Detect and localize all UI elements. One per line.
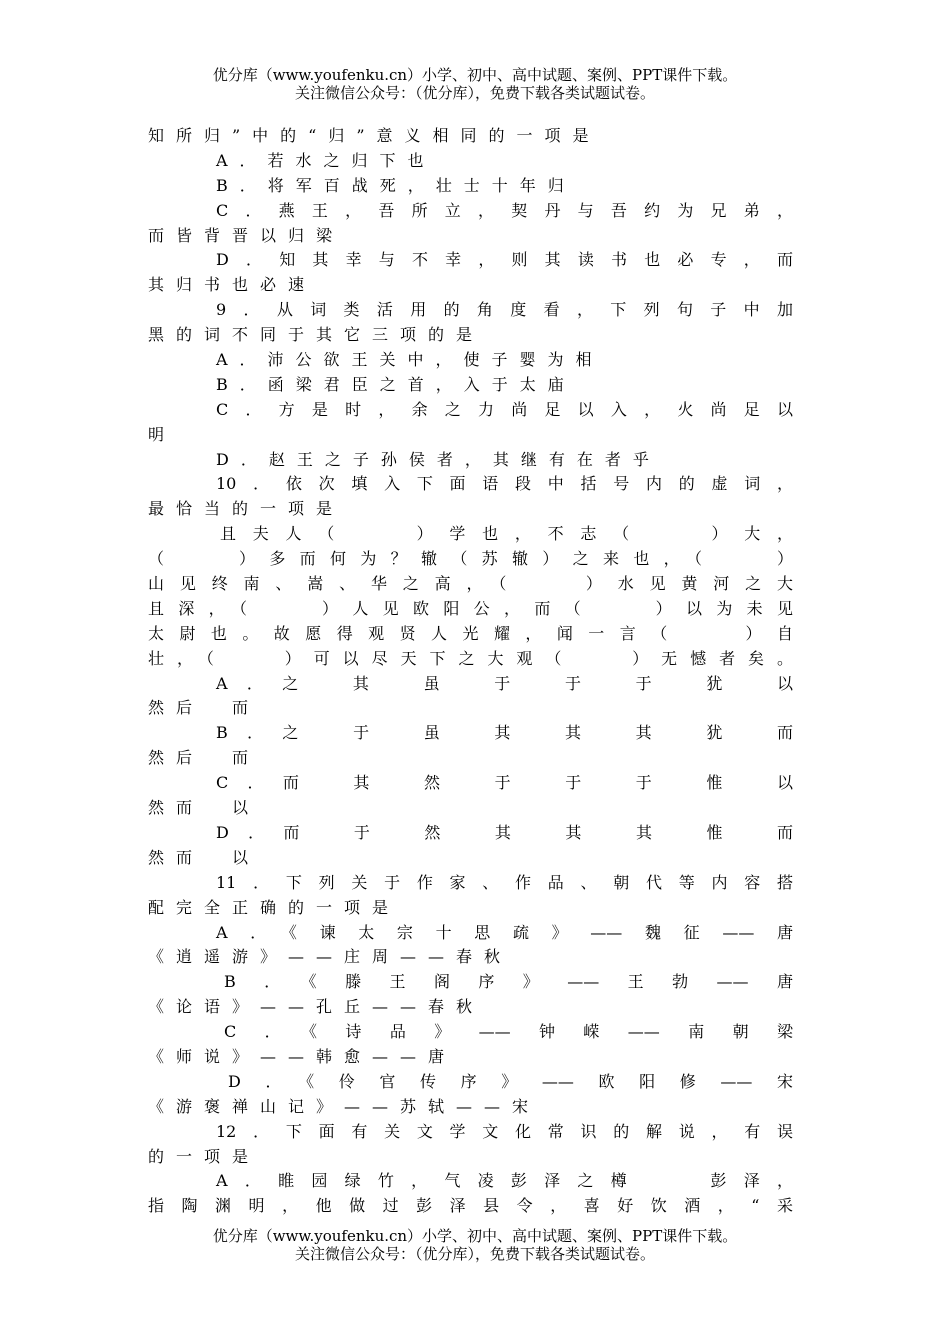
text-line: 最恰当的一项是	[148, 499, 345, 519]
passage-line: 且夫人（ ）学也，不志（ ）大，	[220, 524, 793, 544]
passage-line: 山见终南、嵩、华之高，（ ）水见黄河之大	[148, 574, 793, 594]
text-line: 然而 以	[148, 847, 261, 867]
page-header	[0, 66, 950, 102]
passage-line: 太尉也。故愿得观贤人光耀，闻一言（ ）自	[148, 623, 793, 643]
header-line-2: 关注微信公众号：（优分库），免费下载各类试题试卷。	[294, 84, 655, 102]
text-line: 《论语》——孔丘——春秋	[148, 997, 485, 1017]
text-line: 《逍遥游》——庄周——春秋	[148, 947, 513, 967]
option-line: B．函梁君臣之首，入于太庙	[216, 374, 576, 394]
text-line: 的一项是	[148, 1146, 261, 1166]
document-body	[148, 124, 793, 1219]
option-line: B．《滕王阁序》——王勃——唐	[224, 972, 793, 992]
text-line: 黑的词不同于其它三项的是	[148, 325, 485, 345]
option-line: A．沛公欲王关中，使子婴为相	[216, 350, 604, 370]
option-line: C．《诗品》——钟嵘——南朝梁	[224, 1022, 793, 1042]
text-line: 明	[148, 424, 177, 444]
option-line: A．《谏太宗十思疏》——魏征——唐	[216, 922, 793, 942]
text-line: 配完全正确的一项是	[148, 897, 401, 917]
option-line: C．而 其 然 于 于 于 惟 以	[216, 773, 793, 793]
text-line: 《游褒禅山记》——苏轼——宋	[148, 1096, 541, 1116]
text-line: 知所归”中的“归”意义相同的一项是	[148, 126, 601, 145]
text-line: 《师说》——韩愈——唐	[148, 1046, 457, 1066]
text-line: 而皆背晋以归梁	[148, 225, 345, 245]
option-line: A．若水之归下也	[216, 150, 436, 170]
option-line: D．知其幸与不幸，则其读书也必专，而	[216, 250, 793, 270]
footer-line-2: 关注微信公众号：（优分库），免费下载各类试题试卷。	[294, 1245, 655, 1263]
question-line: 11．下列关于作家、作品、朝代等内容搭	[216, 872, 793, 892]
option-line: D．赵王之子孙侯者，其继有在者乎	[216, 449, 661, 469]
page-footer	[0, 1227, 950, 1263]
text-line: 其归书也必速	[148, 275, 317, 295]
option-line: C．燕王，吾所立，契丹与吾约为兄弟，	[216, 200, 793, 220]
question-line: 9．从词类活用的角度看，下列句子中加	[216, 300, 793, 320]
option-line: D．《伶官传序》——欧阳修——宋	[228, 1071, 793, 1091]
text-line: 指陶渊明，他做过彭泽县令，喜好饮酒，“采	[148, 1196, 793, 1216]
text-line: 然后 而	[148, 698, 261, 718]
passage-line: （ ）多而何为？辙（苏辙）之来也，（ ）	[148, 549, 793, 569]
passage-line: 壮，（ ）可以尽天下之大观（ ）无憾者矣。	[148, 648, 793, 668]
text-line: 然后 而	[148, 748, 261, 768]
question-line: 10．依次填入下面语段中括号内的虚词，	[216, 474, 793, 494]
option-line: B．之 于 虽 其 其 其 犹 而	[216, 723, 793, 743]
option-line: A．睢园绿竹，气凌彭泽之樽 彭泽，	[216, 1171, 793, 1191]
option-line: D．而 于 然 其 其 其 惟 而	[216, 822, 793, 842]
passage-line: 且深，（ ）人见欧阳公，而（ ）以为未见	[148, 598, 793, 618]
option-line: C．方是时，余之力尚足以入，火尚足以	[216, 399, 793, 419]
header-line-1: 优分库（www.youfenku.cn）小学、初中、高中试题、案例、PPT课件下载。	[212, 66, 738, 84]
footer-line-1: 优分库（www.youfenku.cn）小学、初中、高中试题、案例、PPT课件下载。	[212, 1227, 738, 1245]
question-line: 12．下面有关文学文化常识的解说，有误	[216, 1121, 793, 1141]
option-line: A．之 其 虽 于 于 于 犹 以	[216, 673, 793, 693]
text-line: 然而 以	[148, 798, 261, 818]
option-line: B．将军百战死，壮士十年归	[216, 175, 576, 195]
